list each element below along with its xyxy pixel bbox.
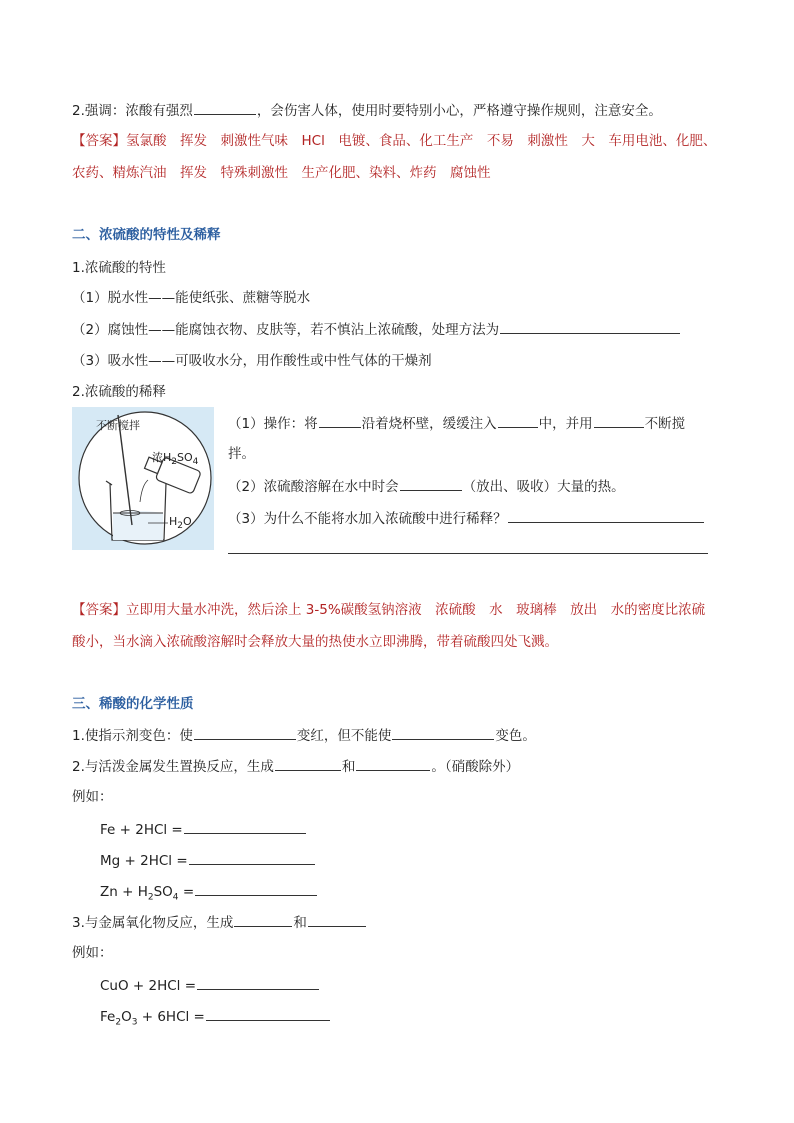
- fill-blank[interactable]: [195, 881, 317, 896]
- text: 和: [341, 759, 356, 775]
- fill-blank[interactable]: [400, 476, 462, 491]
- equation: $Fe_2O_3 + 6HCl$ =: [100, 1006, 331, 1033]
- list-item: [72, 319, 681, 340]
- fill-blank[interactable]: [308, 912, 366, 927]
- answer-text: 农药、精炼汽油 挥发 特殊刺激性 生产化肥、染料、炸药 腐蚀性: [72, 165, 491, 181]
- text: Fe + 2HCl =: [100, 822, 183, 838]
- text: （2）腐蚀性——能腐蚀衣物、皮肤等，若不慎沾上浓硫酸，处理方法为: [72, 322, 500, 338]
- question-2: [228, 476, 625, 497]
- answer-tag: 【答案】: [72, 133, 126, 149]
- fill-blank[interactable]: [184, 819, 306, 834]
- fill-blank[interactable]: [392, 725, 494, 740]
- text: 2.与活泼金属发生置换反应，生成: [72, 759, 274, 775]
- paragraph: 1.浓硫酸的特性: [72, 260, 166, 276]
- text: （3）为什么不能将水加入浓硫酸中进行稀释？: [228, 511, 507, 527]
- dilution-figure: [72, 407, 214, 550]
- text: 中，并用: [538, 416, 593, 432]
- question-3: [228, 508, 705, 529]
- text: 浓H: [152, 451, 172, 464]
- text: SO: [177, 451, 193, 464]
- paragraph: 2.浓硫酸的稀释: [72, 384, 166, 400]
- answer-line-2: [72, 632, 558, 652]
- text: 。（硝酸除外）: [431, 759, 520, 775]
- text: O: [183, 515, 192, 528]
- equation: [100, 819, 307, 840]
- text: O: [121, 1009, 132, 1025]
- fill-blank[interactable]: [498, 413, 538, 428]
- emphasis-line: [72, 100, 662, 121]
- text: CuO + 2HCl =: [100, 978, 197, 994]
- fill-blank[interactable]: [206, 1006, 330, 1021]
- text: 不断搅: [644, 416, 686, 432]
- text: Mg + 2HCl =: [100, 853, 188, 869]
- text: （放出、吸收）大量的热。: [462, 479, 625, 495]
- answer-line-2: [72, 163, 491, 183]
- fill-blank[interactable]: [234, 912, 292, 927]
- text: SO: [153, 884, 173, 900]
- text: ，会伤害人体，使用时要特别小心，严格遵守操作规则，注意安全。: [256, 103, 662, 119]
- text: （1）操作：将: [228, 416, 318, 432]
- equation: [100, 850, 316, 871]
- example-label: 例如：: [72, 945, 113, 961]
- water-label: $H_2O$: [169, 515, 192, 532]
- paragraph: [72, 725, 536, 746]
- operation-line-cont: 拌。: [228, 446, 255, 462]
- operation-line: [228, 413, 685, 434]
- text: 1.使指示剂变色：使: [72, 728, 193, 744]
- section-heading: 二、浓硫酸的特性及稀释: [72, 227, 221, 243]
- answer-line-blank[interactable]: [228, 553, 708, 554]
- answer-tag: 【答案】: [72, 602, 126, 618]
- section-heading: 三、稀酸的化学性质: [72, 696, 194, 712]
- text: 3.与金属氧化物反应，生成: [72, 915, 234, 931]
- text: 2.强调：浓酸有强烈: [72, 103, 193, 119]
- answer-line-1: [72, 600, 705, 620]
- paragraph: [72, 912, 367, 933]
- answer-text: 氢氯酸 挥发 刺激性气味 HCl 电镀、食品、化工生产 不易 刺激性 大 车用电池、化肥、: [126, 133, 717, 149]
- fill-blank[interactable]: [508, 508, 704, 523]
- text: H: [169, 515, 178, 528]
- text: Fe: [100, 1009, 116, 1025]
- text: Zn + H: [100, 884, 148, 900]
- fill-blank[interactable]: [197, 975, 319, 990]
- answer-text: 立即用大量水冲洗，然后涂上 3-5%碳酸氢钠溶液 浓硫酸 水 玻璃棒 放出 水的密度比浓硫: [126, 602, 706, 618]
- answer-text: 酸小，当水滴入浓硫酸溶解时会释放大量的热使水立即沸腾，带着硫酸四处飞溅。: [72, 634, 558, 650]
- fill-blank[interactable]: [319, 413, 361, 428]
- fill-blank[interactable]: [356, 756, 430, 771]
- text: =: [178, 884, 195, 900]
- fill-blank[interactable]: [194, 100, 256, 115]
- paragraph: [72, 756, 519, 777]
- example-label: 例如：: [72, 789, 113, 805]
- list-item: （3）吸水性——可吸收水分，用作酸性或中性气体的干燥剂: [72, 353, 432, 369]
- dilution-illustration: [72, 407, 214, 550]
- equation: $Zn + H_2SO_4$ =: [100, 881, 318, 908]
- fill-blank[interactable]: [194, 725, 296, 740]
- acid-label: 浓$H_2SO_4$: [152, 451, 199, 468]
- fill-blank[interactable]: [594, 413, 644, 428]
- text: 变色。: [495, 728, 536, 744]
- fill-blank[interactable]: [189, 850, 315, 865]
- text: 和: [293, 915, 307, 931]
- answer-line-1: [72, 131, 716, 151]
- fill-blank[interactable]: [500, 319, 680, 334]
- fill-blank[interactable]: [275, 756, 341, 771]
- list-item: （1）脱水性——能使纸张、蔗糖等脱水: [72, 290, 311, 306]
- text: 沿着烧杯壁，缓缓注入: [361, 416, 497, 432]
- text: 变红，但不能使: [296, 728, 392, 744]
- stir-label: 不断搅拌: [96, 419, 140, 432]
- equation: [100, 975, 320, 996]
- text: （2）浓硫酸溶解在水中时会: [228, 479, 399, 495]
- text: + 6HCl =: [137, 1009, 205, 1025]
